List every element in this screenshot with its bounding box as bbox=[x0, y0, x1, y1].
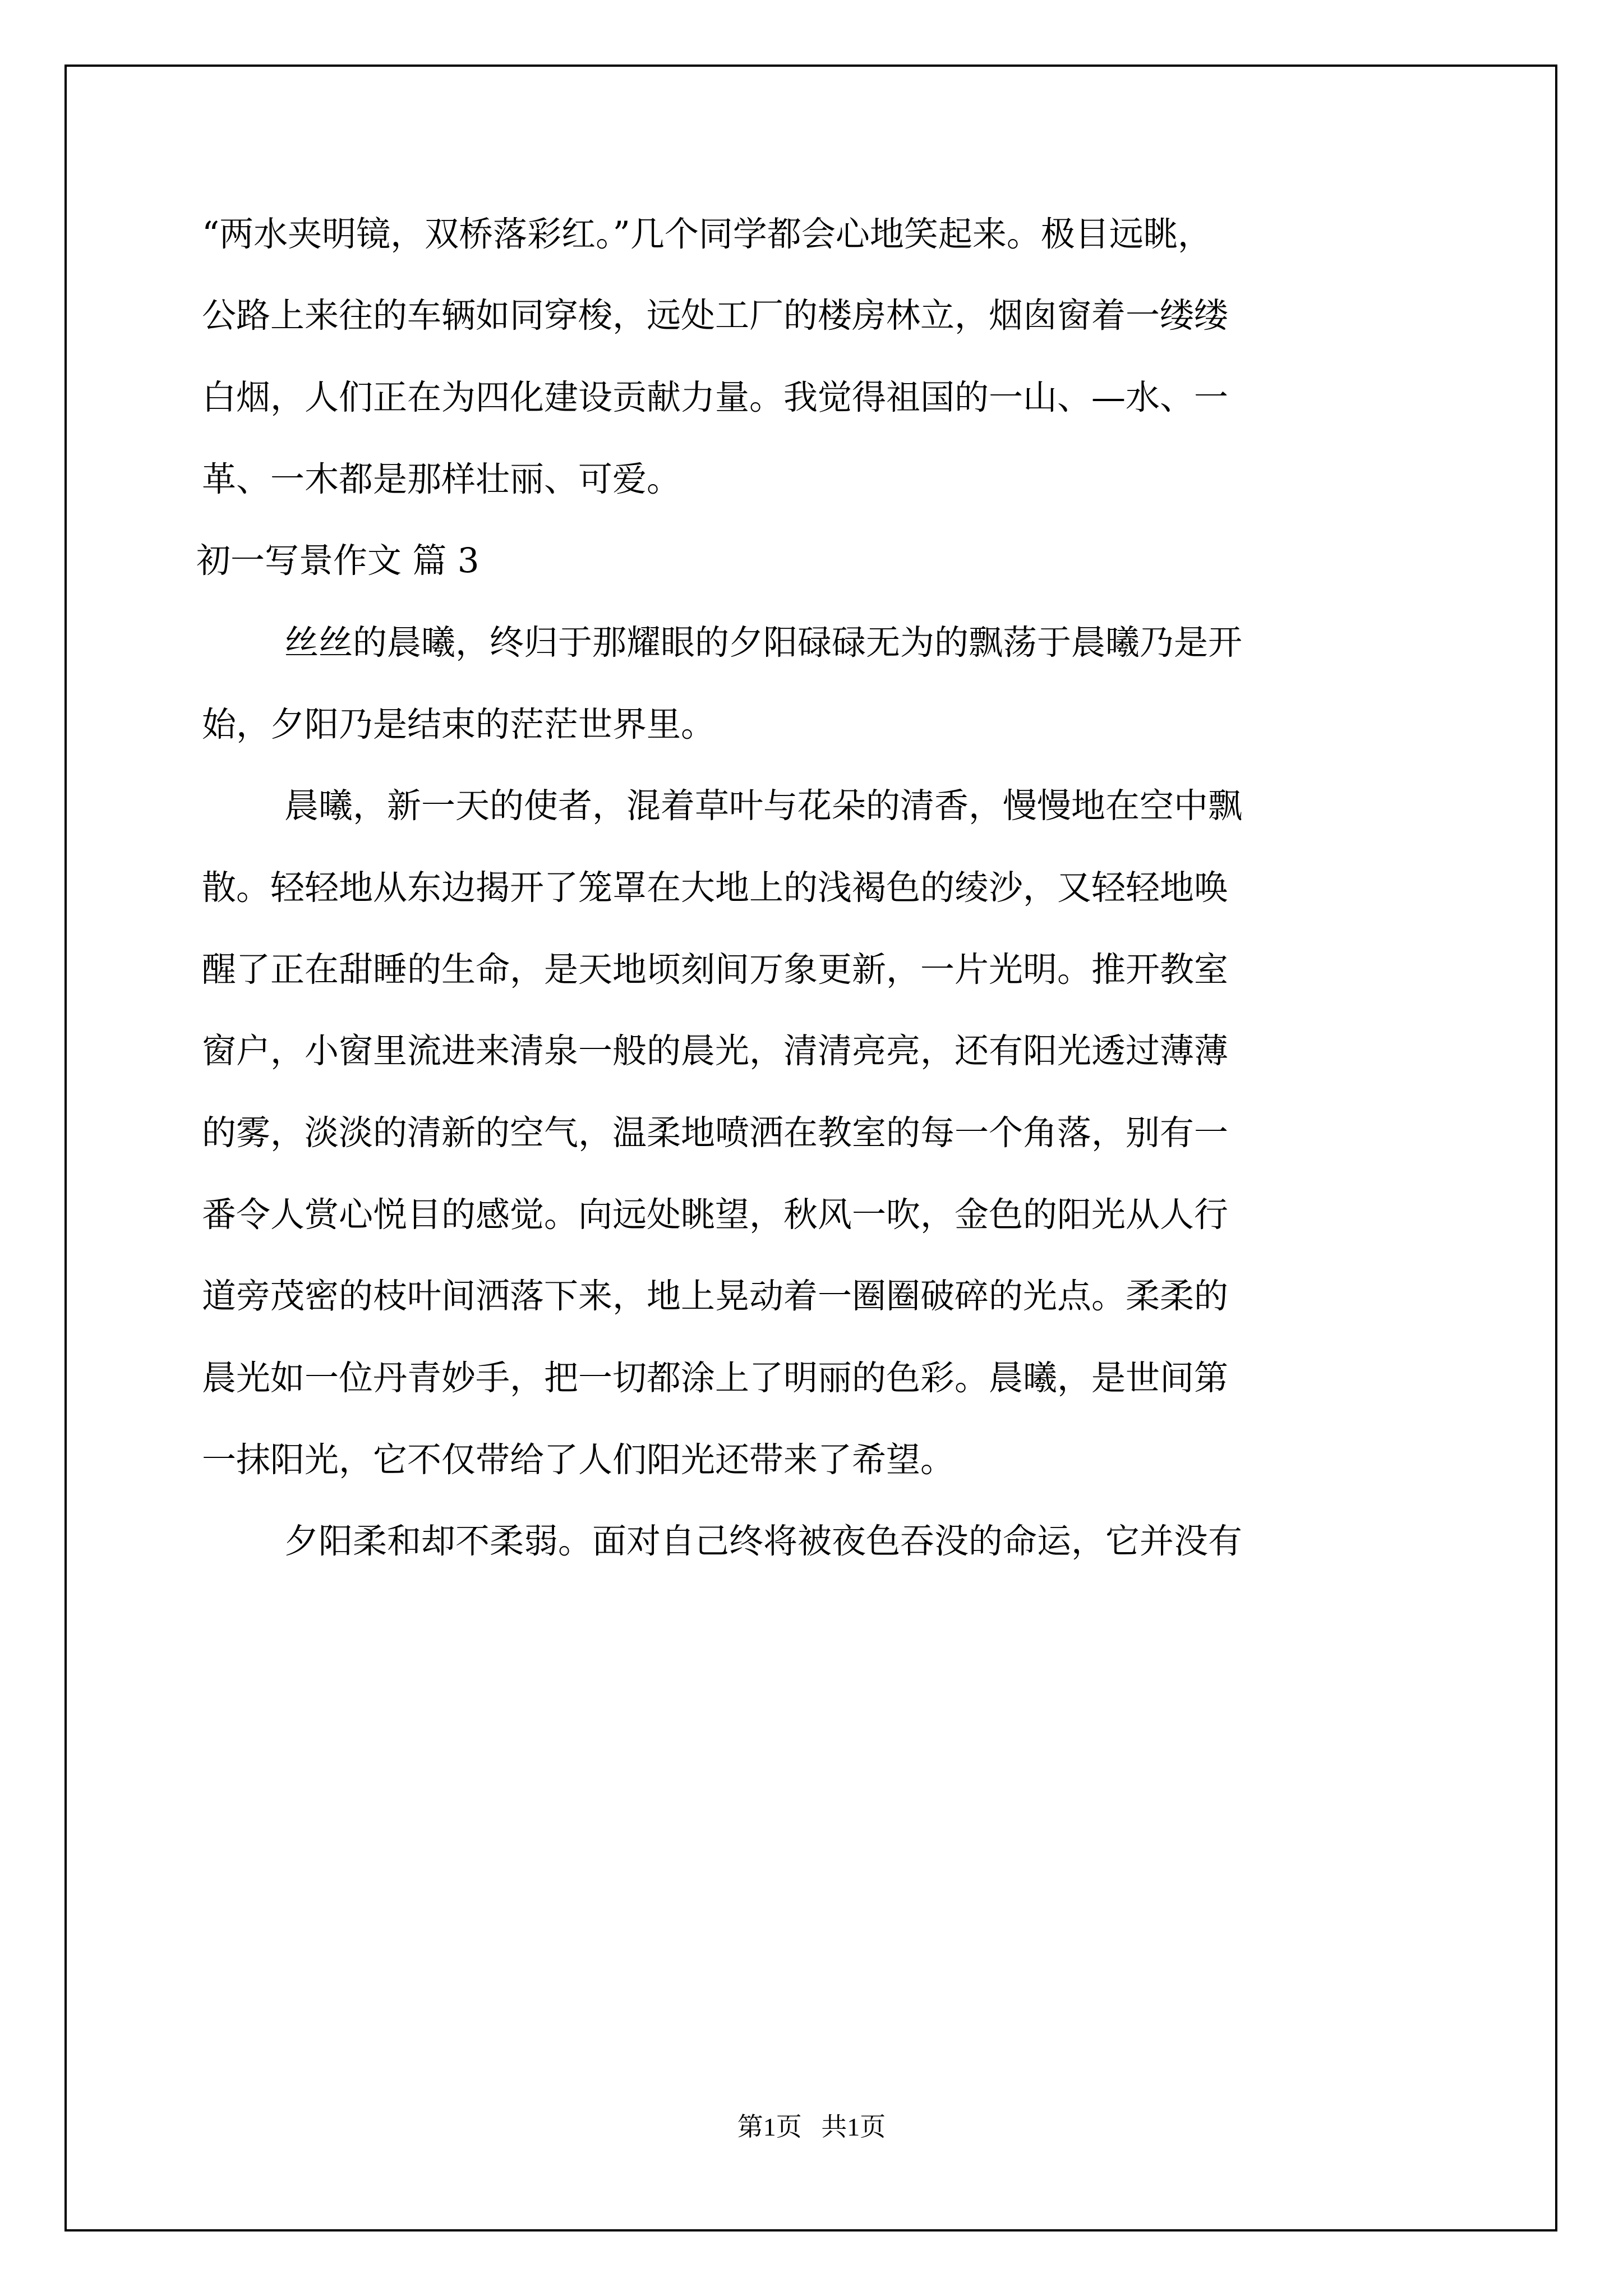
text-line: 窗户，小窗里流进来清泉一般的晨光，清清亮亮，还有阳光透过薄薄 bbox=[202, 1031, 1229, 1071]
text-line: 醒了正在甜睡的生命，是天地顷刻间万象更新，一片光明。推开教室 bbox=[202, 950, 1229, 990]
page-footer: 第1页 共1页 bbox=[737, 2113, 886, 2141]
text-line: 的雾，淡淡的清新的空气，温柔地喷洒在教室的每一个角落，别有一 bbox=[202, 1113, 1229, 1153]
text-line: 丝丝的晨曦，终归于那耀眼的夕阳碌碌无为的飘荡于晨曦乃是开 bbox=[284, 623, 1243, 662]
text-line: 散。轻轻地从东边揭开了笼罩在大地上的浅褐色的绫沙，又轻轻地唤 bbox=[202, 868, 1229, 908]
text-line: 革、一木都是那样壮丽、可爱。 bbox=[202, 459, 681, 499]
text-line: 晨曦，新一天的使者，混着草叶与花朵的清香，慢慢地在空中飘 bbox=[284, 786, 1243, 826]
text-line: 夕阳柔和却不柔弱。面对自己终将被夜色吞没的命运，它并没有 bbox=[284, 1521, 1243, 1561]
text-line: “两水夹明镜，双桥落彩红。”几个同学都会心地笑起来。极目远眺， bbox=[202, 214, 1212, 254]
text-line: 公路上来往的车辆如同穿梭，远处工厂的楼房林立，烟囱窗着一缕缕 bbox=[202, 296, 1229, 335]
section-heading: 初一写景作文 篇 3 bbox=[196, 541, 479, 581]
text-line: 始，夕阳乃是结束的茫茫世界里。 bbox=[202, 705, 716, 744]
text-line: 白烟，人们正在为四化建设贡献力量。我觉得祖国的一山、—水、一 bbox=[202, 378, 1229, 417]
text-line: 道旁茂密的枝叶间洒落下来，地上晃动着一圈圈破碎的光点。柔柔的 bbox=[202, 1276, 1229, 1316]
text-line: 晨光如一位丹青妙手，把一切都涂上了明丽的色彩。晨曦，是世间第 bbox=[202, 1358, 1229, 1398]
text-line: 一抹阳光，它不仅带给了人们阳光还带来了希望。 bbox=[202, 1440, 955, 1480]
text-line: 番令人赏心悦目的感觉。向远处眺望，秋风一吹，金色的阳光从人行 bbox=[202, 1195, 1229, 1235]
